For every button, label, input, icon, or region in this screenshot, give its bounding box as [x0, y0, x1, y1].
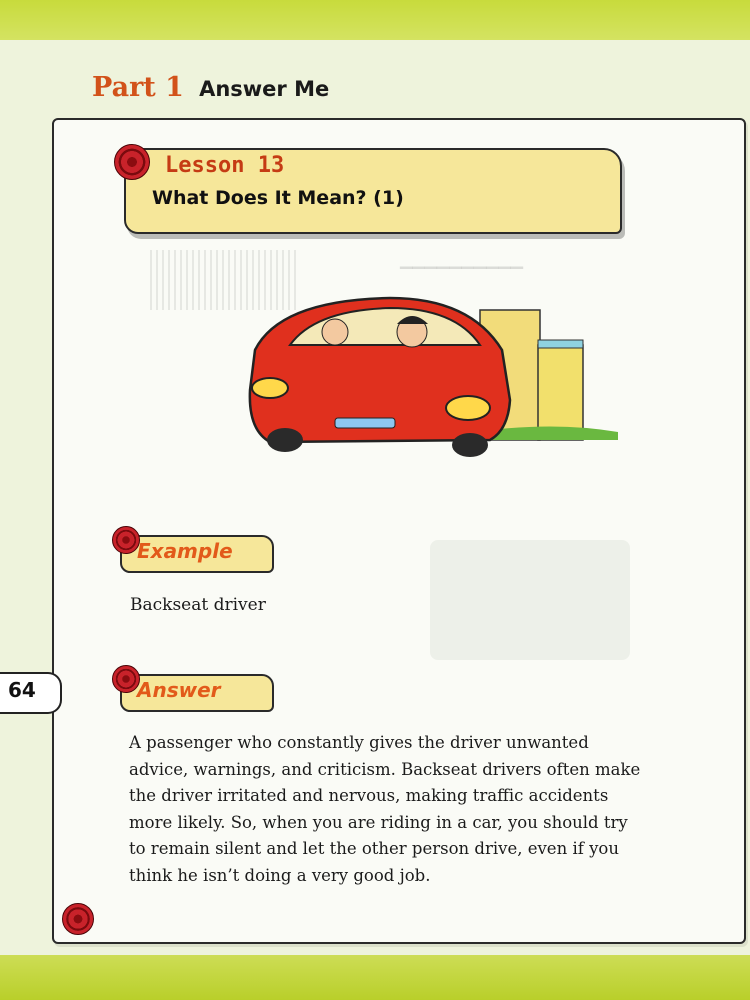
headlight-right [446, 396, 490, 420]
building-short [538, 345, 583, 440]
answer-line: advice, warnings, and criticism. Backseat drivers often make [129, 759, 641, 779]
part-label: Part 1 [92, 72, 184, 103]
bottom-band [0, 955, 750, 1000]
grass [490, 426, 618, 440]
wheel-left [267, 428, 303, 452]
bleed-through-decoration: ▁▁▁▁▁▁▁▁▁▁ [400, 250, 524, 269]
answer-label: Answer [137, 678, 221, 702]
part-heading [92, 72, 329, 103]
answer-line: the driver irritated and nervous, making traffic accidents [129, 786, 609, 805]
photo-shadow [430, 540, 630, 660]
answer-line: more likely. So, when you are riding in a car, you should try [129, 812, 628, 832]
red-swirl-icon [62, 903, 94, 935]
passenger-head [322, 319, 348, 345]
red-swirl-icon [114, 144, 150, 180]
headlight-left [252, 378, 288, 398]
answer-line: think he isn’t doing a very good job. [129, 865, 431, 885]
wheel-right [452, 433, 488, 457]
answer-line: A passenger who constantly gives the driver unwanted [129, 733, 589, 752]
red-swirl-icon [112, 665, 140, 693]
answer-line: to remain silent and let the other person drive, even if you [129, 839, 619, 858]
example-text: Backseat driver [130, 595, 266, 615]
answer-text [129, 730, 689, 889]
part-title: Answer Me [199, 77, 330, 101]
lesson-title: What Does It Mean? (1) [152, 187, 404, 209]
page-number: 64 [8, 678, 36, 702]
lesson-number: Lesson 13 [165, 153, 285, 178]
license-plate [335, 418, 395, 428]
building-roof [538, 340, 583, 348]
red-swirl-icon [112, 526, 140, 554]
example-label: Example [137, 539, 233, 563]
car-illustration-icon [240, 290, 620, 465]
